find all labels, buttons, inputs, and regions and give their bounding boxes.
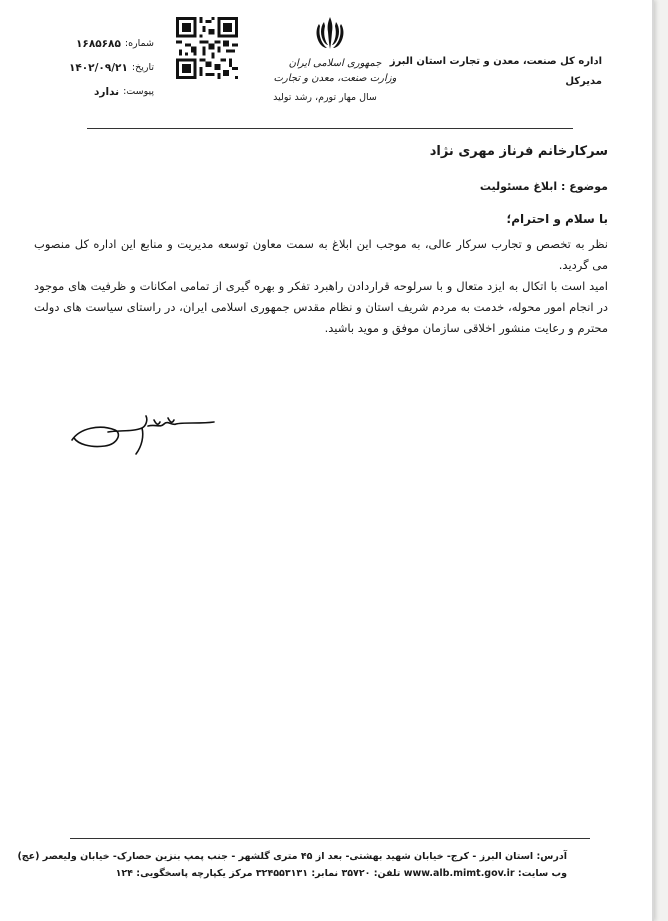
number-value: ۱۶۸۵۶۸۵: [76, 38, 121, 50]
qr-code-icon: [176, 17, 238, 79]
date-value: ۱۴۰۲/۰۹/۲۱: [68, 62, 128, 74]
date-row: [52, 56, 154, 80]
greeting: با سلام و احترام؛: [506, 212, 608, 226]
year-slogan: سال مهار تورم، رشد تولید: [273, 92, 377, 103]
contact-line: وب سایت: www.alb.mimt.gov.ir تلفن: ۳۵۷۲۰ نمابر: ۳۲۴۵۵۳۱۳۱ مرکز یکپارچه پاسخگویی: ۱۲۴: [115, 868, 567, 879]
organization-title: مدیرکل: [565, 76, 602, 87]
date-label: تاریخ:: [131, 62, 154, 73]
letter-metadata: [52, 32, 154, 104]
subject-value: ابلاغ مسئولیت: [479, 180, 558, 193]
number-label: شماره:: [124, 38, 154, 49]
subject-line: [480, 180, 608, 193]
attachment-row: [52, 80, 154, 104]
handwritten-signature: [60, 410, 220, 460]
recipient: سرکارخانم فرناز مهری نژاد: [429, 144, 608, 159]
ministry-name: وزارت صنعت، معدن و تجارت: [273, 73, 397, 84]
body-paragraph-2: امید است با اتکال به ایزد متعال و با سرلوحه قراردادن راهبرد تفکر و بهره گیری از تمامی امکانات و ظرفیت های موجود در انجام امور محوله، خدمت به مردم شریف استان و نظام مقدس جمهوری اسلامی ایران، در راستای سیاست های دولت محترم و رعایت منشور اخلاقی سازمان موفق و موید باشید.: [34, 279, 608, 335]
ministry-logo-text: [270, 56, 400, 86]
iran-emblem-icon: [312, 14, 348, 52]
address-line: آدرس: استان البرز - کرج- خیابان شهید بهشتی- بعد از ۴۵ متری گلشهر - جنب پمپ بنزین حصارک- خیابان ولیعصر (عج): [17, 851, 567, 862]
ministry-country: جمهوری اسلامی ایران: [288, 58, 382, 69]
header-divider: [87, 128, 573, 129]
body-paragraph-1: نظر به تخصص و تجارب سرکار عالی، به موجب این ابلاغ به سمت معاون توسعه مدیریت و منابع این اداره کل منصوب می گردید.: [34, 237, 608, 272]
attachment-value: ندارد: [94, 86, 120, 98]
footer-divider: [70, 838, 590, 839]
organization-name: اداره کل صنعت، معدن و تجارت استان البرز: [389, 56, 602, 67]
organization-header: [390, 52, 602, 92]
number-row: [52, 32, 154, 56]
footer-address: [7, 848, 567, 882]
subject-label: موضوع :: [561, 180, 608, 193]
attachment-label: پیوست:: [123, 86, 154, 97]
